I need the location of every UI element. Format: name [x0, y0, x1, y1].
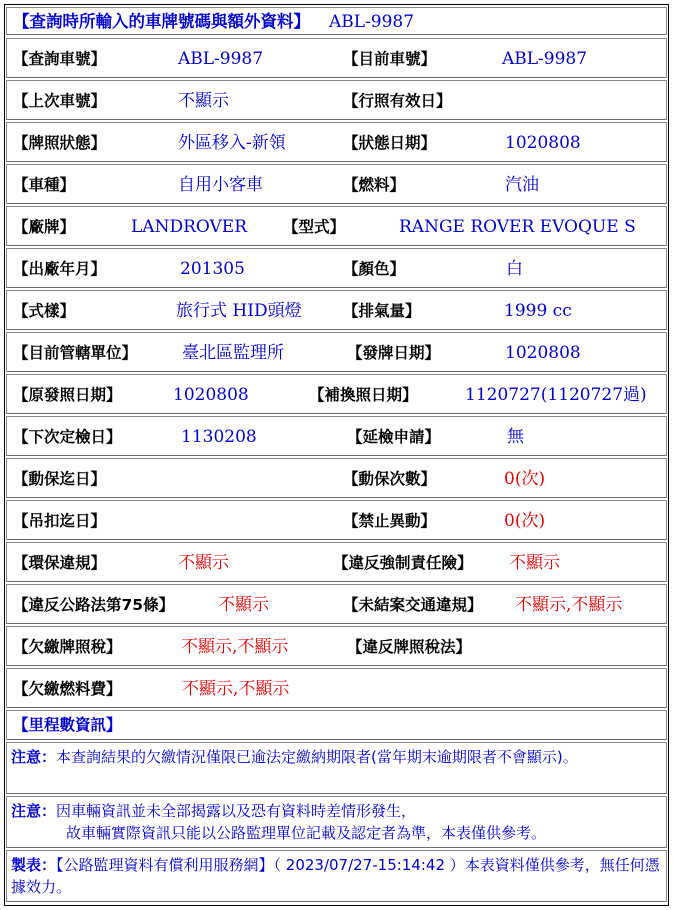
mileage-label: 【里程數資訊】 — [13, 716, 122, 734]
label-fuel: 【燃料】 — [343, 176, 406, 194]
mileage-row — [6, 710, 667, 740]
row-highway-act — [6, 584, 667, 624]
note-issuer-tag: 製表： — [11, 856, 57, 874]
label-suspension-end: 【吊扣迄日】 — [13, 512, 107, 530]
label-query-plate: 【查詢車號】 — [13, 50, 107, 68]
query-title-label: 【查詢時所輸入的車牌號碼與額外資料】 — [13, 12, 310, 31]
value-open-traffic-violations: 不顯示,不顯示 — [515, 595, 623, 615]
row-brand — [6, 206, 667, 246]
value-brand: LANDROVER — [131, 217, 247, 237]
value-current-plate: ABL-9987 — [502, 49, 588, 69]
value-displacement: 1999 cc — [504, 301, 572, 321]
value-unpaid-license-tax: 不顯示,不顯示 — [181, 637, 289, 657]
value-compulsory-insurance: 不顯示 — [509, 553, 560, 573]
query-title-plate: ABL-9987 — [329, 12, 415, 32]
label-next-inspection: 【下次定檢日】 — [13, 428, 122, 446]
value-jurisdiction: 臺北區監理所 — [182, 343, 284, 363]
value-chattel-mortgage-count: 0(次) — [504, 469, 546, 489]
label-body-style: 【式樣】 — [13, 302, 76, 320]
value-unpaid-fuel-fee: 不顯示,不顯示 — [182, 679, 290, 699]
label-environmental-violation: 【環保違規】 — [13, 554, 107, 572]
label-inspection-extension: 【延檢申請】 — [347, 428, 441, 446]
label-unpaid-license-tax: 【欠繳牌照稅】 — [13, 638, 122, 656]
row-suspension — [6, 500, 667, 540]
label-transfer-prohibited: 【禁止異動】 — [343, 512, 437, 530]
query-title-row — [6, 7, 667, 35]
row-vehicle-type — [6, 164, 667, 204]
label-displacement: 【排氣量】 — [343, 302, 421, 320]
note-issuer-text — [11, 854, 662, 898]
label-chattel-mortgage-count: 【動保次數】 — [343, 470, 437, 488]
value-manufacture-date: 201305 — [180, 259, 245, 279]
note-disclosure-text — [11, 800, 662, 844]
row-fuel-fee — [6, 668, 667, 708]
label-compulsory-insurance: 【違反強制責任險】 — [333, 554, 473, 572]
label-current-plate: 【目前車號】 — [343, 50, 437, 68]
note-arrears-body: 本查詢結果的欠繳情況僅限已逾法定繳納期限者(當年期末逾期限者不會顯示)。 — [56, 748, 578, 766]
value-issue-date: 1020808 — [505, 343, 581, 363]
row-license-tax — [6, 626, 667, 666]
label-license-validity: 【行照有效日】 — [343, 92, 452, 110]
label-unpaid-fuel-fee: 【欠繳燃料費】 — [13, 680, 122, 698]
label-previous-plate: 【上次車號】 — [13, 92, 107, 110]
label-jurisdiction: 【目前管轄單位】 — [13, 344, 138, 362]
value-vehicle-type: 自用小客車 — [178, 175, 263, 195]
value-transfer-prohibited: 0(次) — [504, 511, 546, 531]
value-inspection-extension: 無 — [507, 427, 524, 447]
row-chattel-mortgage — [6, 458, 667, 498]
note-issuer — [6, 850, 667, 902]
value-status-date: 1020808 — [505, 133, 581, 153]
label-plate-status: 【牌照狀態】 — [13, 134, 107, 152]
value-query-plate: ABL-9987 — [178, 49, 264, 69]
note-disclosure-line1: 因車輛資訊並未全部揭露以及恐有資料時差情形發生， — [56, 802, 417, 820]
value-model: RANGE ROVER EVOQUE S — [399, 217, 636, 237]
note-disclosure-line2: 故車輛實際資訊只能以公路監理單位記載及認定者為準，本表僅供參考。 — [66, 824, 547, 842]
row-body-style — [6, 290, 667, 330]
label-chattel-mortgage-end: 【動保迄日】 — [13, 470, 107, 488]
note-issuer-body: 【公路監理資料有償利用服務網】（ 2023/07/27-15:14:42 ）本表資料僅供參考，無任何憑據效力。 — [11, 856, 660, 896]
value-previous-plate: 不顯示 — [178, 91, 229, 111]
value-color: 白 — [506, 259, 523, 279]
value-plate-status: 外區移入-新領 — [178, 133, 286, 153]
label-open-traffic-violations: 【未結案交通違規】 — [343, 596, 483, 614]
label-color: 【顏色】 — [343, 260, 406, 278]
row-jurisdiction — [6, 332, 667, 372]
label-license-tax-violation: 【違反牌照稅法】 — [347, 638, 472, 656]
value-original-issue-date: 1020808 — [173, 385, 249, 405]
value-environmental-violation: 不顯示 — [178, 553, 229, 573]
note-disclosure — [6, 796, 667, 848]
row-previous-plate — [6, 80, 667, 120]
label-brand: 【廠牌】 — [13, 218, 76, 236]
value-highway-act-75: 不顯示 — [218, 595, 269, 615]
note-disclosure-tag: 注意： — [11, 802, 57, 820]
value-reissue-date: 1120727(1120727過) — [465, 385, 647, 405]
label-original-issue-date: 【原發照日期】 — [13, 386, 122, 404]
label-reissue-date: 【補換照日期】 — [309, 386, 418, 404]
value-body-style: 旅行式 HID頭燈 — [176, 301, 302, 321]
note-arrears-text — [11, 746, 662, 768]
label-vehicle-type: 【車種】 — [13, 176, 76, 194]
label-model: 【型式】 — [283, 218, 346, 236]
label-issue-date: 【發牌日期】 — [347, 344, 441, 362]
row-original-issue — [6, 374, 667, 414]
value-fuel: 汽油 — [505, 175, 539, 195]
row-next-inspection — [6, 416, 667, 456]
row-plate-status — [6, 122, 667, 162]
row-plate-number — [6, 38, 667, 78]
label-highway-act-75: 【違反公路法第75條】 — [13, 596, 175, 614]
label-status-date: 【狀態日期】 — [343, 134, 437, 152]
value-next-inspection: 1130208 — [181, 427, 257, 447]
row-manufacture-date — [6, 248, 667, 288]
row-environmental — [6, 542, 667, 582]
label-manufacture-date: 【出廠年月】 — [13, 260, 107, 278]
note-arrears — [6, 742, 667, 794]
note-arrears-tag: 注意： — [11, 748, 57, 766]
